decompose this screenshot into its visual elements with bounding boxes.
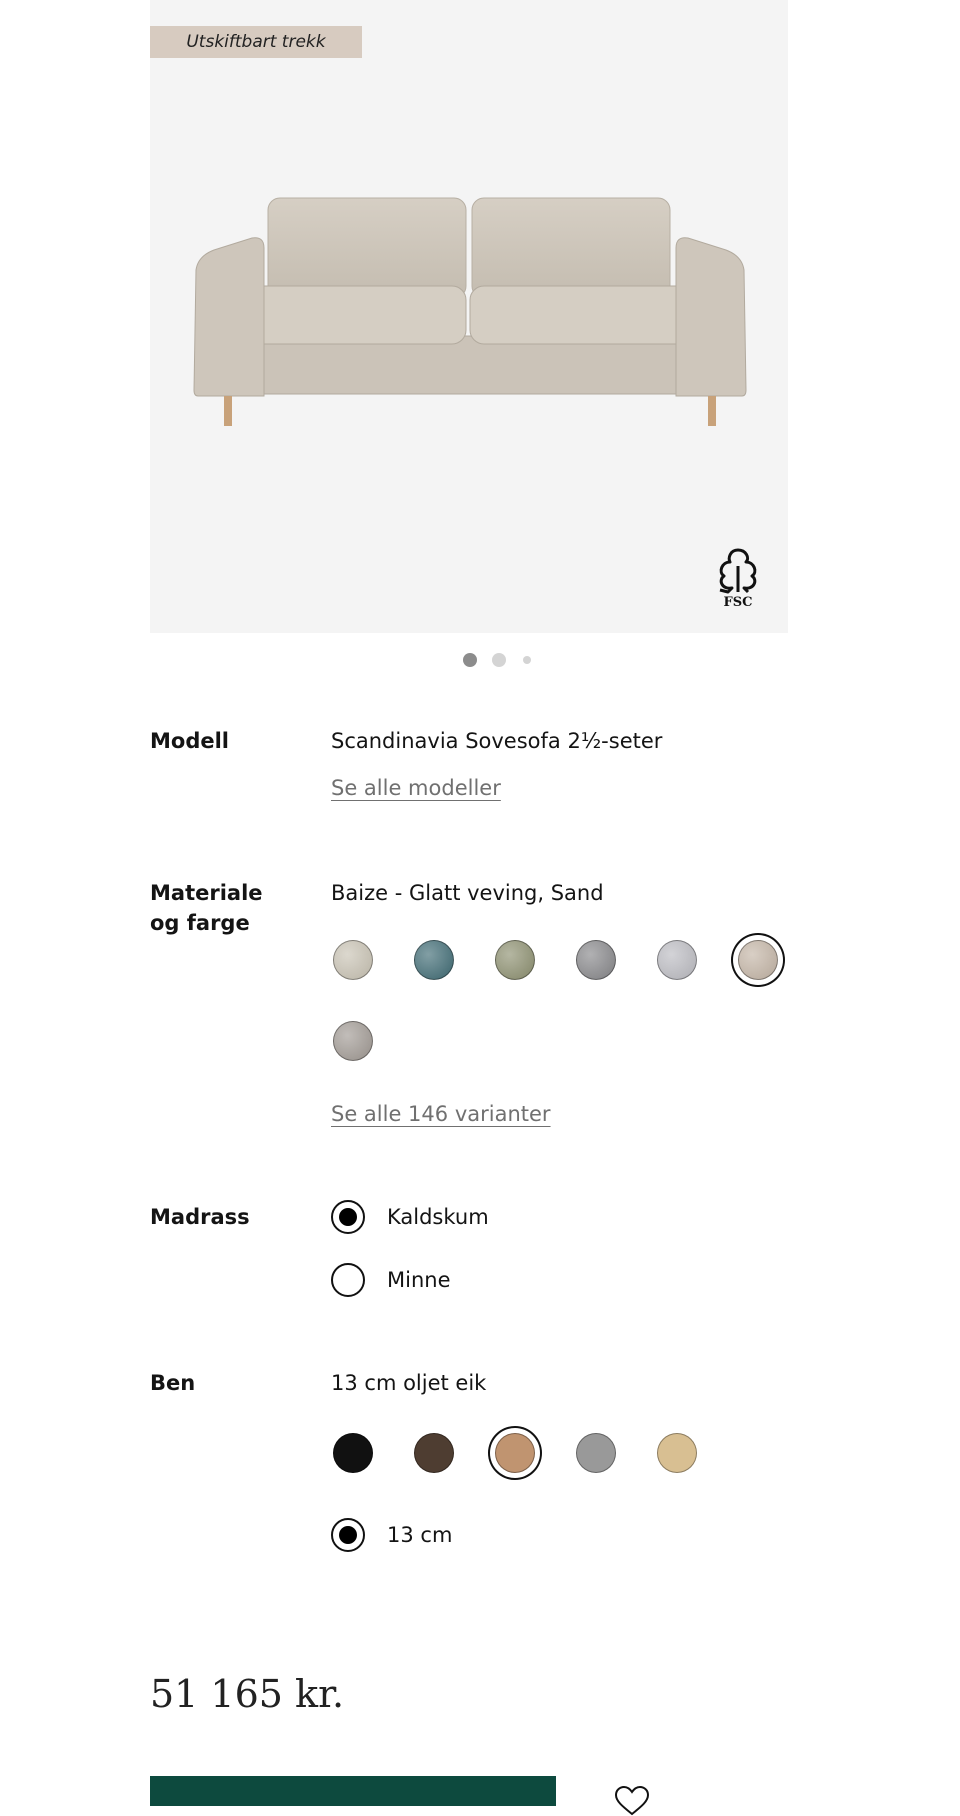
see-all-models-link[interactable]: Se alle modeller <box>331 776 501 800</box>
replaceable-cover-badge: Utskiftbart trekk <box>150 26 362 58</box>
add-to-cart-button[interactable] <box>150 1776 556 1806</box>
material-swatch-light-grey[interactable] <box>657 940 697 980</box>
sofa-image <box>190 190 750 440</box>
leg-height-label: 13 cm <box>387 1523 453 1547</box>
material-label-line1: Materiale <box>150 881 263 905</box>
carousel-dot-3[interactable] <box>523 656 531 664</box>
model-label: Modell <box>150 729 229 753</box>
material-swatch-olive-green[interactable] <box>495 940 535 980</box>
material-swatch-petrol-blue[interactable] <box>414 940 454 980</box>
mattress-option-label: Kaldskum <box>387 1205 489 1229</box>
leg-swatch-light-oak[interactable] <box>657 1433 697 1473</box>
material-label-line2: og farge <box>150 911 250 935</box>
radio-button[interactable] <box>331 1200 365 1234</box>
carousel-dot-2[interactable] <box>492 653 506 667</box>
leg-swatch-grey[interactable] <box>576 1433 616 1473</box>
material-swatch-grey[interactable] <box>576 940 616 980</box>
leg-swatch-oiled-oak[interactable] <box>495 1433 535 1473</box>
carousel-dot-1[interactable] <box>463 653 477 667</box>
leg-swatch-dark-walnut[interactable] <box>414 1433 454 1473</box>
carousel-dots <box>0 652 960 668</box>
mattress-option-label: Minne <box>387 1268 451 1292</box>
leg-swatch-black[interactable] <box>333 1433 373 1473</box>
svg-text:FSC: FSC <box>723 595 753 610</box>
model-value: Scandinavia Sovesofa 2½-seter <box>331 729 663 753</box>
legs-value: 13 cm oljet eik <box>331 1371 487 1395</box>
price: 51 165 kr. <box>150 1672 345 1716</box>
material-swatch-light-beige[interactable] <box>333 940 373 980</box>
radio-button[interactable] <box>331 1263 365 1297</box>
product-image[interactable] <box>150 0 788 633</box>
material-swatch-warm-grey[interactable] <box>333 1021 373 1061</box>
legs-label: Ben <box>150 1371 196 1395</box>
material-value: Baize - Glatt veving, Sand <box>331 881 604 905</box>
fsc-logo <box>710 546 766 610</box>
radio-button[interactable] <box>331 1518 365 1552</box>
material-label <box>150 878 263 938</box>
heart-icon[interactable] <box>614 1786 650 1816</box>
material-swatch-sand[interactable] <box>738 940 778 980</box>
mattress-label: Madrass <box>150 1205 250 1229</box>
see-all-variants-link[interactable]: Se alle 146 varianter <box>331 1102 551 1126</box>
